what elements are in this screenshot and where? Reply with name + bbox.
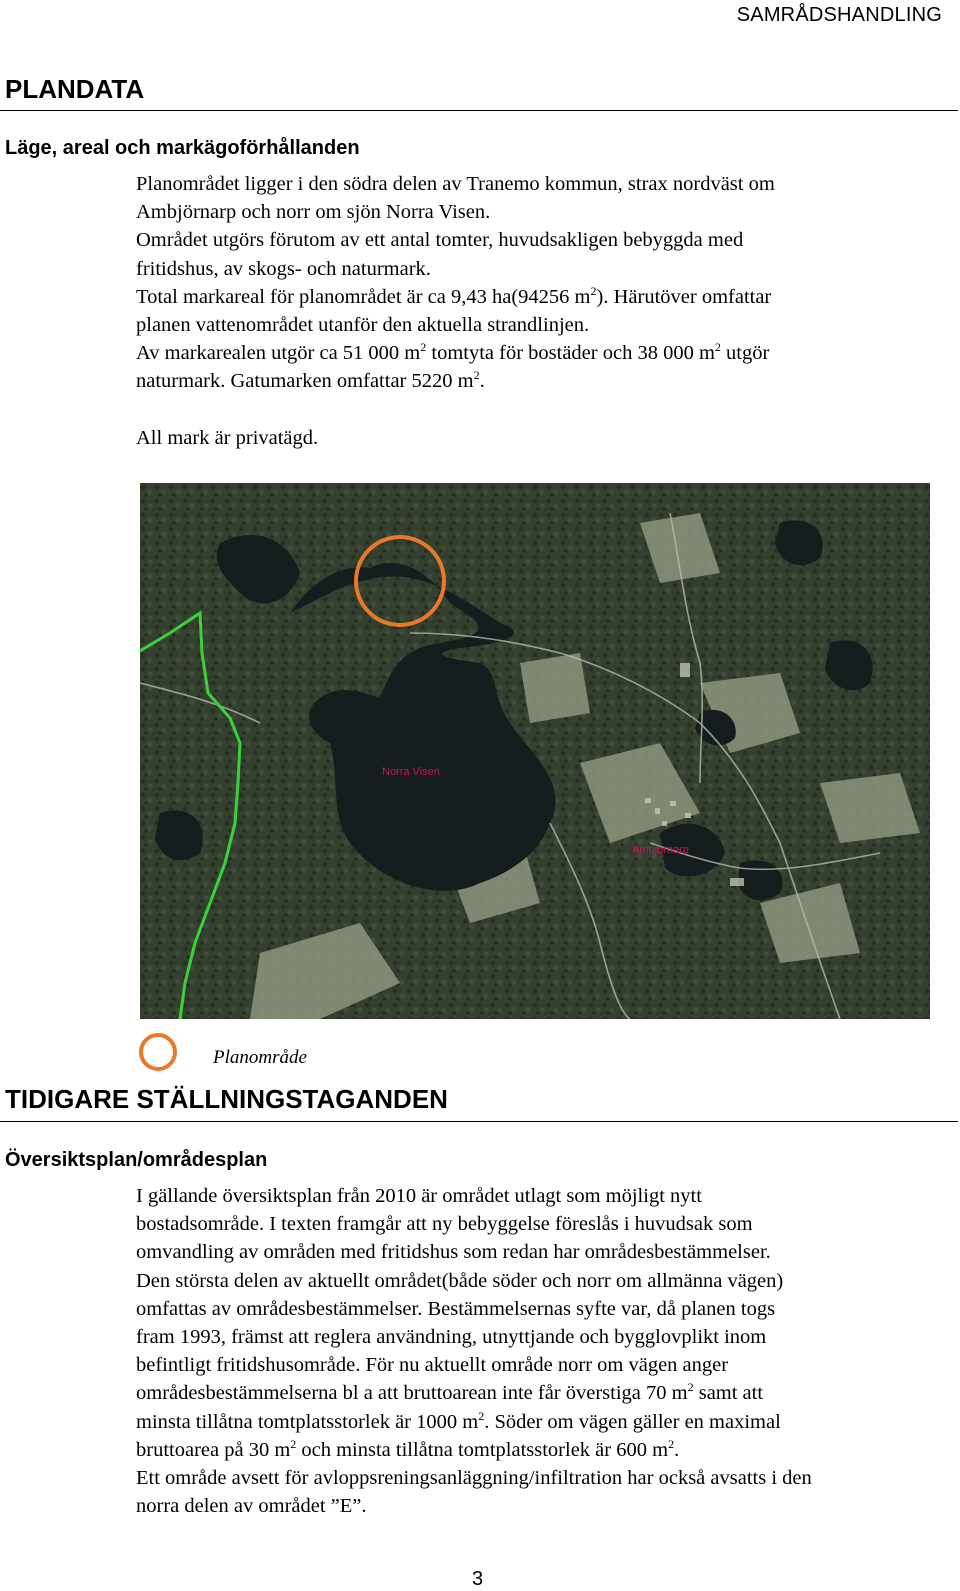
legend-label: Planområde [213, 1047, 307, 1068]
text-line: Av markarealen utgör ca 51 000 $m^2$ tomtyta för bostäder och 38 000 $m^2$ utgör [136, 340, 770, 365]
subsection-title-location: Läge, areal och markägoförhållanden [5, 137, 360, 159]
text-line: minsta tillåtna tomtplatsstorlek är 1000 $m^2$. Söder om vägen gäller en maximal [136, 1408, 781, 1433]
overview-plan-paragraph [136, 1182, 956, 1520]
text-line: Planområdet ligger i den södra delen av Tranemo kommun, strax nordväst om [136, 173, 775, 195]
text-line: Den största delen av aktuellt området(både söder och norr om allmänna vägen) [136, 1269, 784, 1292]
text-line: områdesbestämmelserna bl a att bruttoarean inte får överstiga 70 $m^2$ samt att [136, 1380, 764, 1405]
orange-circle-icon [139, 1033, 177, 1071]
text-line: Ambjörnarp och norr om sjön Norra Visen. [136, 201, 491, 224]
text-line: planen vattenområdet utanför den aktuella strandlinjen. [136, 314, 590, 337]
aerial-map [140, 483, 930, 1019]
text-line: bostadsområde. I texten framgår att ny bebyggelse föreslås i huvudsak som [136, 1213, 753, 1236]
text-line: naturmark. Gatumarken omfattar 5220 $m^2$. [136, 368, 485, 393]
section-title-plandata: PLANDATA [5, 74, 145, 104]
section-title-previous-positions: TIDIGARE STÄLLNINGSTAGANDEN [5, 1084, 448, 1114]
text-line: fram 1993, främst att reglera användning, utnyttjande och bygglovplikt inom [136, 1326, 767, 1349]
map-label-town: Ambjörnarp [632, 844, 689, 856]
text-line: omfattas av områdesbestämmelser. Bestämmelsernas syfte var, då planen togs [136, 1297, 776, 1320]
text-line: fritidshus, av skogs- och naturmark. [136, 257, 431, 280]
text-line: norra delen av området ”E”. [136, 1495, 367, 1518]
text-line: I gällande översiktsplan från 2010 är området utlagt som möjligt nytt [136, 1185, 702, 1207]
text-line: bruttoarea på 30 $m^2$ och minsta tillåtna tomtplatsstorlek är 600 $m^2$. [136, 1436, 680, 1461]
text-line: befintligt fritidshusområde. För nu aktuellt område norr om vägen anger [136, 1354, 729, 1377]
section-divider [0, 110, 958, 111]
location-paragraph [136, 170, 956, 452]
text-line: Total markareal för planområdet är ca 9,43 ha(94256 $m^2$). Härutöver omfattar [136, 283, 772, 308]
document-status-label: SAMRÅDSHANDLING [736, 4, 942, 26]
page-number: 3 [472, 1568, 484, 1590]
text-line: omvandling av områden med fritidshus som redan har områdesbestämmelser. [136, 1241, 771, 1264]
text-line: All mark är privatägd. [136, 426, 319, 449]
section-divider [0, 1121, 958, 1122]
text-line: Området utgörs förutom av ett antal tomter, huvudsakligen bebyggda med [136, 229, 744, 252]
map-label-lake: Norra Visen [382, 766, 440, 778]
text-line: Ett område avsett för avloppsreningsanläggning/infiltration har också avsatts i den [136, 1467, 812, 1490]
subsection-title-overview-plan: Översiktsplan/områdesplan [5, 1149, 268, 1171]
